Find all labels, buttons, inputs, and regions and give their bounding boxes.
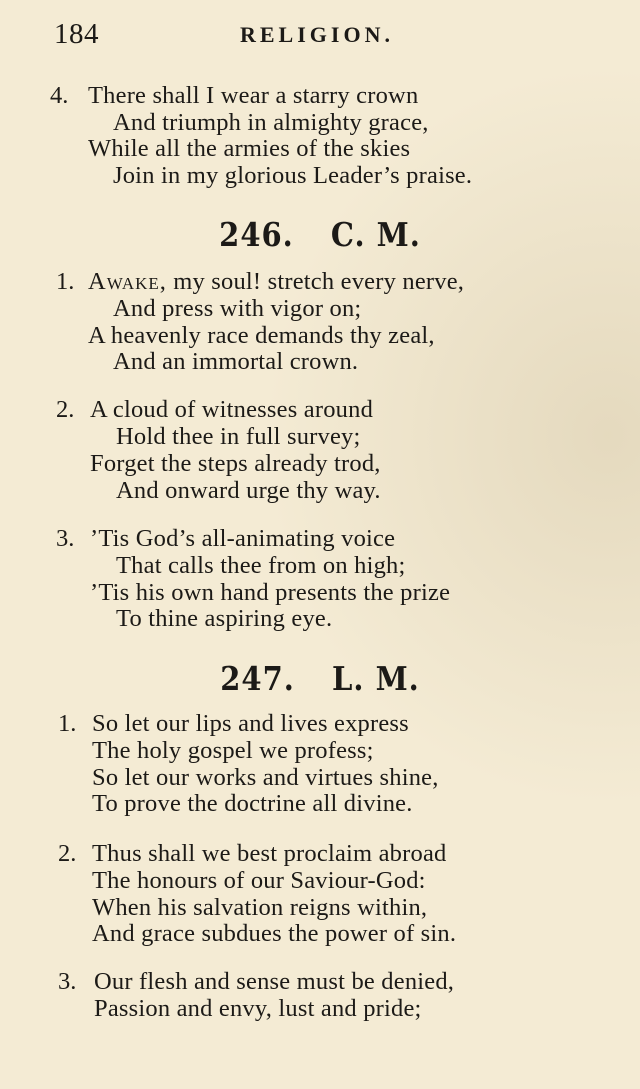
verse-line: To thine aspiring eye. [116, 605, 333, 632]
hymn-number: 246. [219, 215, 294, 255]
verse-line: A cloud of witnesses around [90, 396, 374, 423]
verse-line: Join in my glorious Leader’s praise. [113, 162, 473, 189]
hymn-heading-246 [0, 216, 640, 254]
verse-line: Passion and envy, lust and pride; [94, 995, 422, 1022]
verse-line: And grace subdues the power of sin. [92, 920, 457, 947]
verse-line: A heavenly race demands thy zeal, [88, 322, 435, 349]
hymn-number: 247. [220, 659, 295, 699]
verse-line: Thus shall we best proclaim abroad [92, 840, 447, 867]
stanza-number: 3. [58, 968, 77, 995]
first-line-rest: my soul! stretch every nerve, [166, 268, 465, 295]
verse-line: Forget the steps already trod, [90, 450, 381, 477]
verse-line: When his salvation reigns within, [92, 894, 428, 921]
verse-line: ’Tis God’s all-animating voice [90, 525, 396, 552]
stanza-number: 1. [56, 268, 75, 295]
verse-line: And triumph in almighty grace, [113, 109, 429, 136]
verse-line: The holy gospel we profess; [92, 737, 374, 764]
verse-line: ’Tis his own hand presents the prize [90, 579, 451, 606]
hymn-meter: L. M. [331, 659, 420, 699]
verse-line: And an immortal crown. [113, 348, 359, 375]
hymn-meter: C. M. [330, 215, 421, 255]
verse-line: There shall I wear a starry crown [88, 82, 419, 109]
first-word: Awake, [88, 268, 167, 295]
stanza-number: 2. [58, 840, 77, 867]
verse-line: While all the armies of the skies [88, 135, 411, 162]
stanza-number: 4. [50, 82, 69, 109]
verse-line: So let our works and virtues shine, [92, 764, 439, 791]
verse-line [88, 270, 464, 295]
stanza-number: 2. [56, 396, 75, 423]
verse-line: That calls thee from on high; [116, 552, 406, 579]
verse-line: And press with vigor on; [113, 295, 362, 322]
hymn-heading-247 [0, 660, 640, 698]
page-number: 184 [54, 18, 99, 50]
verse-line: To prove the doctrine all divine. [92, 790, 413, 817]
running-head: RELIGION. [240, 22, 394, 47]
stanza-number: 1. [58, 710, 77, 737]
verse-line: Our flesh and sense must be denied, [94, 968, 455, 995]
verse-line: So let our lips and lives express [92, 710, 409, 737]
page-header [50, 18, 590, 52]
verse-line: The honours of our Saviour-God: [92, 867, 426, 894]
verse-line: And onward urge thy way. [116, 477, 381, 504]
verse-line: Hold thee in full survey; [116, 423, 361, 450]
stanza-number: 3. [56, 525, 75, 552]
